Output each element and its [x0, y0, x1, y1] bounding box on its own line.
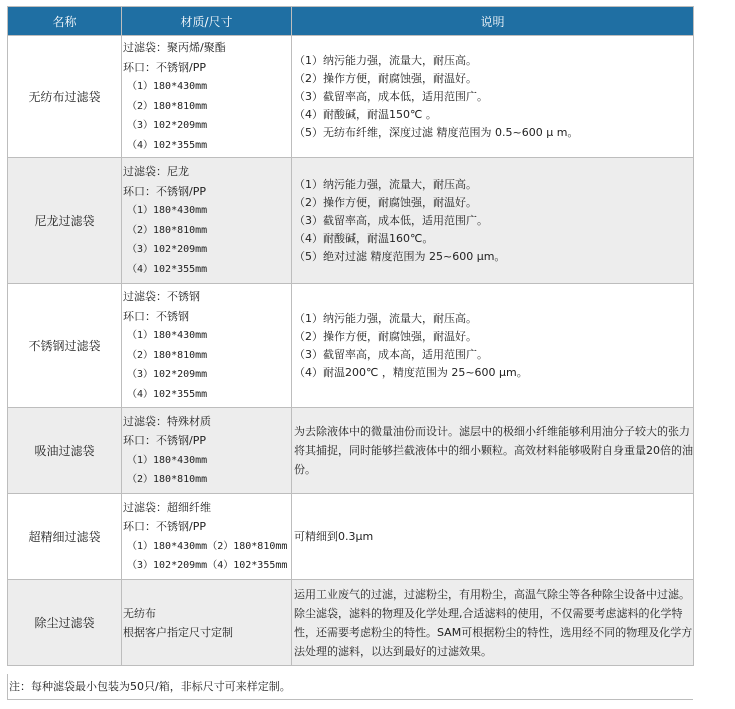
- table-row: [8, 494, 694, 580]
- size-line: （3）102*209mm: [127, 120, 208, 131]
- description-line: （4）耐酸碱，耐温150℃ 。: [294, 107, 437, 121]
- description-paragraph: 可精细到0.3μm: [294, 530, 374, 543]
- description-line: （3）截留率高，成本低，适用范围广。: [294, 89, 488, 103]
- footnote: 注：每种滤袋最小包装为50只/箱，非标尺寸可来样定制。: [7, 674, 693, 700]
- size-line: （1）180*430mm: [127, 454, 208, 466]
- material-line: 无纺布: [123, 606, 156, 620]
- row-name: 无纺布过滤袋: [8, 36, 122, 158]
- material-line: 环口：不锈钢/PP: [123, 434, 206, 447]
- size-line: （3）102*209mm: [127, 369, 208, 380]
- row-material: [122, 36, 292, 158]
- material-line: 过滤袋：不锈钢: [123, 290, 200, 303]
- table-row: [8, 158, 694, 284]
- row-material: [122, 494, 292, 580]
- size-line: （4）102*355mm: [127, 388, 208, 400]
- material-line: 环口：不锈钢/PP: [123, 520, 206, 533]
- description-line: （1）纳污能力强，流量大，耐压高。: [294, 177, 477, 191]
- size-line: （2）180*810mm: [127, 349, 208, 361]
- description-line: （5）绝对过滤 精度范围为 25~600 μm。: [294, 249, 506, 263]
- table-row: [8, 284, 694, 408]
- size-line: （2）180*810mm: [127, 474, 208, 485]
- description-line: （2）操作方便，耐腐蚀强，耐温好。: [294, 71, 477, 85]
- size-line: （4）102*355mm: [127, 263, 208, 275]
- header-description: 说明: [292, 7, 694, 36]
- header-material: 材质/尺寸: [122, 7, 292, 36]
- table-header-row: [8, 7, 694, 36]
- size-line: （2）180*810mm: [127, 100, 208, 112]
- size-line: （1）180*430mm（2）180*810mm: [127, 540, 288, 552]
- size-line: （3）102*209mm: [127, 244, 208, 255]
- row-description: [292, 284, 694, 408]
- filter-bag-spec-table: [7, 6, 694, 666]
- description-line: （3）截留率高，成本高，适用范围广。: [294, 347, 488, 361]
- size-line: （1）180*430mm: [127, 81, 208, 92]
- table-row: [8, 580, 694, 666]
- material-line: 环口：不锈钢: [123, 309, 189, 323]
- size-line: （4）102*355mm: [127, 139, 208, 151]
- row-name: 除尘过滤袋: [8, 580, 122, 666]
- material-line: 过滤袋：超细纤维: [123, 500, 211, 514]
- description-line: （4）耐温200℃ ，精度范围为 25~600 μm。: [294, 365, 528, 379]
- row-material: [122, 408, 292, 494]
- row-description: [292, 580, 694, 666]
- description-paragraph: 为去除液体中的微量油份而设计。滤层中的极细小纤维能够利用油分子较大的张力将其捕捉，同时能够拦截液体中的细小颗粒。高效材料能够吸附自身重量20倍的油份。: [294, 425, 693, 476]
- material-line: 过滤袋：特殊材质: [123, 414, 211, 428]
- description-paragraph: 运用工业废气的过滤，过滤粉尘，有用粉尘，高温气除尘等各种除尘设备中过滤。除尘滤袋，滤料的物理及化学处理,合适滤料的使用，不仅需要考虑滤料的化学特性，还需要考虑粉尘的特性。SAM可根据粉尘的特性，选用经不同的物理及化学方法处理的滤料，以达到最好的过滤效果。: [294, 587, 693, 658]
- material-line: 环口：不锈钢/PP: [123, 184, 206, 198]
- material-line: 过滤袋：尼龙: [123, 165, 189, 178]
- description-line: （2）操作方便，耐腐蚀强，耐温好。: [294, 329, 477, 343]
- row-material: [122, 158, 292, 284]
- description-line: （5）无纺布纤维，深度过滤 精度范围为 0.5~600 μ m。: [294, 125, 579, 139]
- row-description: [292, 158, 694, 284]
- description-line: （4）耐酸碱，耐温160℃。: [294, 231, 434, 245]
- size-line: （2）180*810mm: [127, 224, 208, 236]
- material-line: 环口：不锈钢/PP: [123, 60, 206, 74]
- size-line: （1）180*430mm: [127, 330, 208, 341]
- row-name: 吸油过滤袋: [8, 408, 122, 494]
- description-line: （1）纳污能力强，流量大，耐压高。: [294, 311, 477, 325]
- row-name: 不锈钢过滤袋: [8, 284, 122, 408]
- header-name: 名称: [8, 7, 122, 36]
- material-line: 过滤袋：聚丙烯/聚酯: [123, 41, 226, 54]
- row-description: [292, 36, 694, 158]
- row-description: [292, 408, 694, 494]
- row-description: [292, 494, 694, 580]
- description-line: （3）截留率高，成本低，适用范围广。: [294, 213, 488, 227]
- size-line: （3）102*209mm（4）102*355mm: [127, 560, 288, 571]
- row-material: [122, 580, 292, 666]
- description-line: （1）纳污能力强，流量大，耐压高。: [294, 53, 477, 67]
- row-material: [122, 284, 292, 408]
- row-name: 尼龙过滤袋: [8, 158, 122, 284]
- table-row: [8, 36, 694, 158]
- material-line: 根据客户指定尺寸定制: [123, 625, 233, 639]
- table-row: [8, 408, 694, 494]
- row-name: 超精细过滤袋: [8, 494, 122, 580]
- size-line: （1）180*430mm: [127, 205, 208, 216]
- description-line: （2）操作方便，耐腐蚀强，耐温好。: [294, 195, 477, 209]
